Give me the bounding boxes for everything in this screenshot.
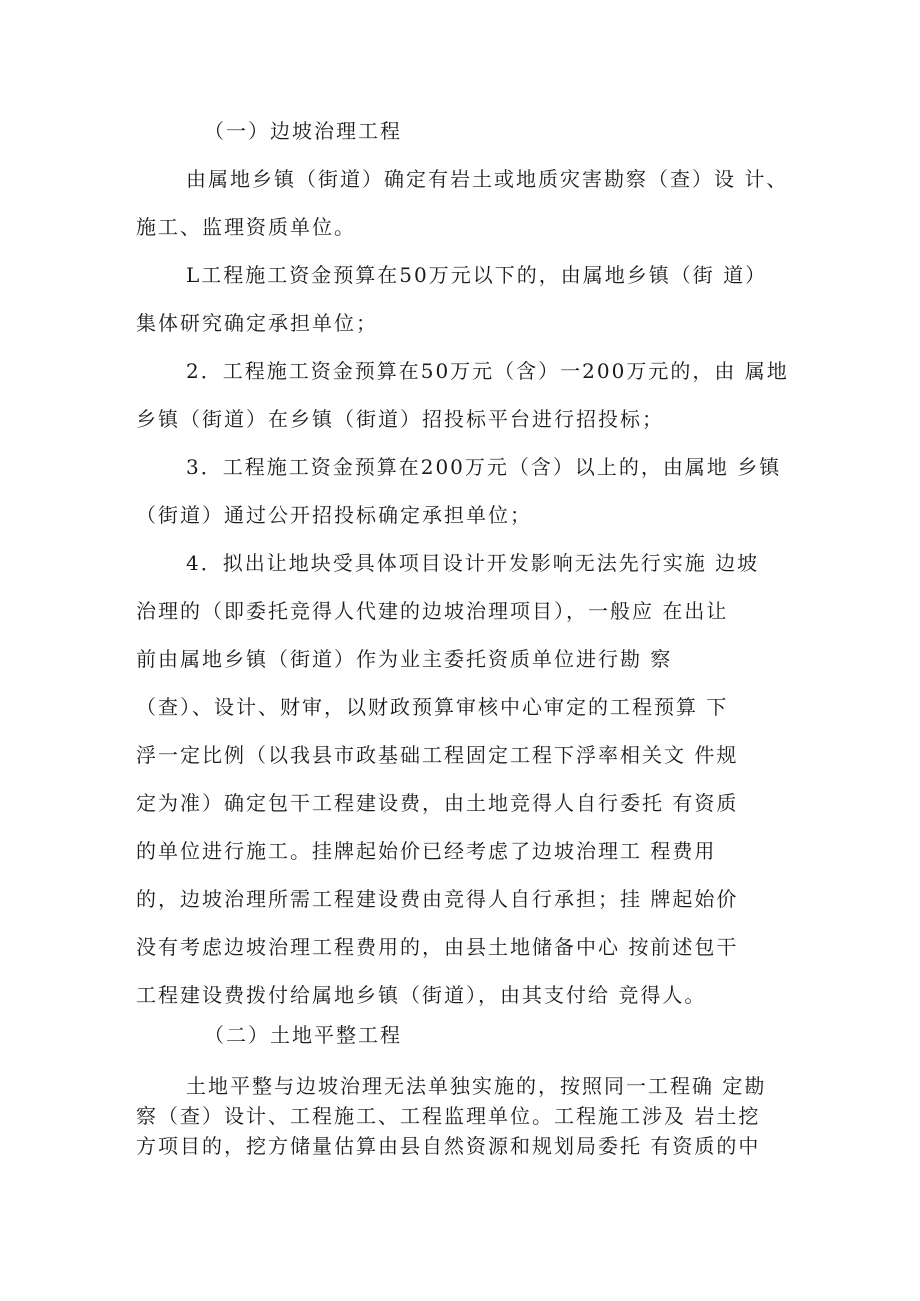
list-item-1-line: L工程施工资金预算在50万元以下的，由属地乡镇（街 道） [186, 263, 768, 287]
paragraph-line: 方项目的，挖方储量估算由县自然资源和规划局委托 有资质的中 [136, 1134, 761, 1158]
list-item-4-line: （查）、设计、财审，以财政预算审核中心审定的工程预算 下 [136, 695, 729, 719]
list-item-4-line: 治理的（即委托竞得人代建的边坡治理项目），一般应 在出让 [136, 599, 729, 623]
list-item-4-line: 浮一定比例（以我县市政基础工程固定工程下浮率相关文 件规 [136, 743, 739, 767]
list-item-2-line: 2．工程施工资金预算在50万元（含）一200万元的，由 属地 [186, 359, 789, 383]
list-item-4-line: 工程建设费拨付给属地乡镇（街道），由其支付给 竞得人。 [136, 983, 707, 1007]
list-item-4-line: 的单位进行施工。挂牌起始价已经考虑了边坡治理工 程费用 [136, 839, 717, 863]
list-item-3-line: 3．工程施工资金预算在200万元（含）以上的，由属地 乡镇 [186, 455, 782, 479]
list-item-2-line: 乡镇（街道）在乡镇（街道）招投标平台进行招投标； [136, 407, 664, 431]
section-heading-1: （一）边坡治理工程 [204, 119, 402, 143]
section-heading-2: （二）土地平整工程 [204, 1023, 402, 1047]
list-item-4-line: 没有考虑边坡治理工程费用的，由县土地储备中心 按前述包干 [136, 935, 739, 959]
list-item-4-line: 的，边坡治理所需工程建设费由竞得人自行承担；挂 牌起始价 [136, 887, 739, 911]
list-item-1-line: 集体研究确定承担单位； [136, 311, 378, 335]
list-item-4-line: 定为准）确定包干工程建设费，由土地竞得人自行委托 有资质 [136, 791, 739, 815]
paragraph-line: 施工、监理资质单位。 [136, 215, 356, 239]
paragraph-line: 察（查）设计、工程施工、工程监理单位。工程施工涉及 岩土挖 [136, 1104, 761, 1128]
list-item-3-line: （街道）通过公开招投标确定承担单位； [136, 503, 532, 527]
paragraph-line: 土地平整与边坡治理无法单独实施的，按照同一工程确 定勘 [186, 1074, 767, 1098]
paragraph-line: 由属地乡镇（街道）确定有岩土或地质灾害勘察（查）设 计、 [186, 167, 789, 191]
list-item-4-line: 前由属地乡镇（街道）作为业主委托资质单位进行勘 察 [136, 647, 673, 671]
list-item-4-line: 4．拟出让地块受具体项目设计开发影响无法先行实施 边坡 [186, 551, 760, 575]
